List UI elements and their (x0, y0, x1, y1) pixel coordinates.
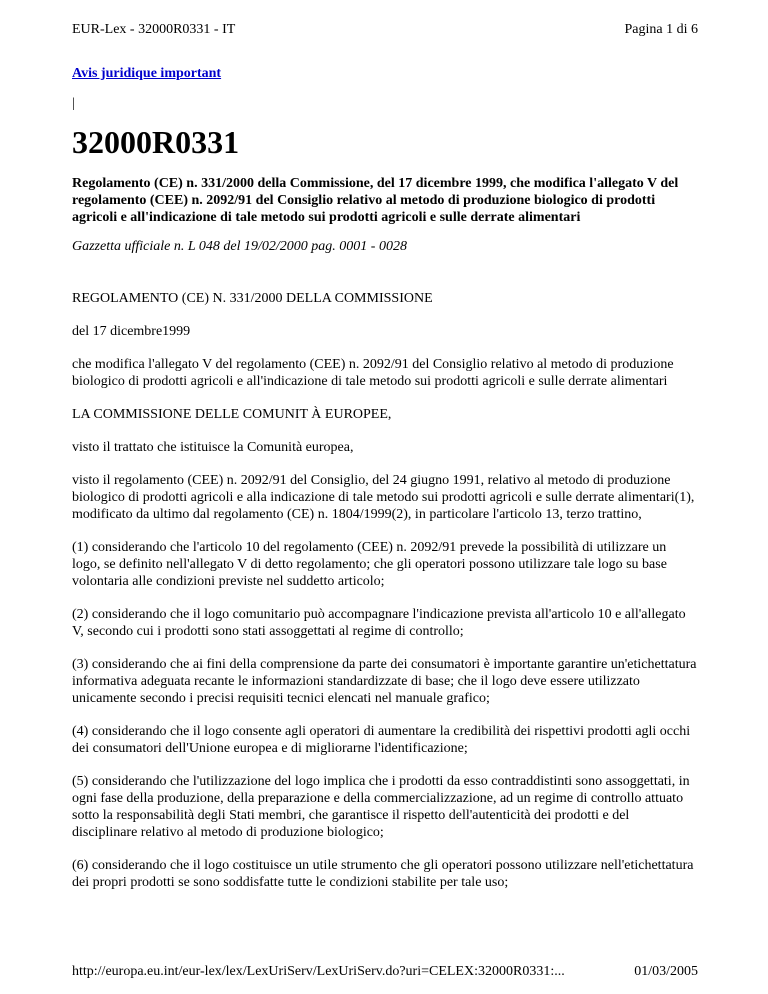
regulation-heading: REGOLAMENTO (CE) N. 331/2000 DELLA COMMISSIONE (72, 290, 433, 306)
commission-heading: LA COMMISSIONE DELLE COMUNIT À EUROPEE, (72, 406, 392, 422)
header-doc-label: EUR-Lex - 32000R0331 - IT (72, 22, 236, 37)
footer-date: 01/03/2005 (634, 964, 698, 979)
regulation-subject: che modifica l'allegato V del regolamento (CEE) n. 2092/91 del Consiglio relativo al metodo di produzione biologico di prodotti agricoli e all'indicazione di tale metodo sui prodotti agricoli e sulle derrate alimentari (72, 356, 674, 389)
print-footer (72, 964, 698, 980)
gazette-reference: Gazzetta ufficiale n. L 048 del 19/02/2000 pag. 0001 - 0028 (72, 238, 407, 254)
recital-4: (4) considerando che il logo consente agli operatori di aumentare la credibilità dei rispettivi prodotti agli occhi dei consumatori dell'Unione europea e di migliorarne l'identificazione; (72, 723, 691, 756)
citation-regulation: visto il regolamento (CEE) n. 2092/91 del Consiglio, del 24 giugno 1991, relativo al metodo di produzione biologico di prodotti agricoli e alla indicazione di tale metodo sui prodotti agricoli e sulle derrate alimentari(1), modificato da ultimo dal regolamento (CE) n. 1804/1999(2), in particolare l'articolo 13, terzo trattino, (72, 472, 695, 522)
legal-notice-link[interactable]: Avis juridique important (72, 66, 222, 81)
recital-3: (3) considerando che ai fini della comprensione da parte dei consumatori è importante garantire un'etichettatura informativa adeguata recante le informazioni standardizzate di base; che il logo deve essere utilizzato unicamente secondo i precisi requisiti tecnici elencati nel manuale grafico; (72, 656, 697, 706)
footer-url: http://europa.eu.int/eur-lex/lex/LexUriServ/LexUriServ.do?uri=CELEX:32000R0331:... (72, 964, 565, 979)
recital-5: (5) considerando che l'utilizzazione del logo implica che i prodotti da esso contraddistinti sono assoggettati, in ogni fase della produzione, della preparazione e della commercializzazione, ad un regime di controllo attuato sotto la responsabilità degli Stati membri, che garantisce il rispetto dell'autenticità dei prodotti e del disciplinare relativo al metodo di produzione biologico; (72, 773, 690, 840)
citation-treaty: visto il trattato che istituisce la Comunità europea, (72, 439, 354, 455)
document-title: Regolamento (CE) n. 331/2000 della Commissione, del 17 dicembre 1999, che modifica l'allegato V del regolamento (CEE) n. 2092/91 del Consiglio relativo al metodo di produzione biologico di prodotti agricoli e all'indicazione di tale metodo sui prodotti agricoli e sulle derrate alimentari (72, 175, 679, 225)
header-page-number: Pagina 1 di 6 (624, 22, 698, 37)
document-number: 32000R0331 (72, 124, 240, 160)
recital-1: (1) considerando che l'articolo 10 del regolamento (CEE) n. 2092/91 prevede la possibilità di utilizzare un logo, se definito nell'allegato V di detto regolamento; che gli operatori possono utilizzare tale logo su base volontaria alle condizioni previste nel suddetto articolo; (72, 539, 667, 589)
recital-2: (2) considerando che il logo comunitario può accompagnare l'indicazione prevista all'articolo 10 e all'allegato V, secondo cui i prodotti sono stati assoggettati al regime di controllo; (72, 606, 686, 639)
document-body (72, 62, 698, 907)
print-header (72, 22, 698, 38)
separator: | (72, 96, 75, 111)
regulation-date: del 17 dicembre1999 (72, 323, 191, 339)
recital-6: (6) considerando che il logo costituisce un utile strumento che gli operatori possono utilizzare nell'etichettatura dei propri prodotti se sono soddisfatte tutte le condizioni stabilite per tale uso; (72, 857, 694, 890)
